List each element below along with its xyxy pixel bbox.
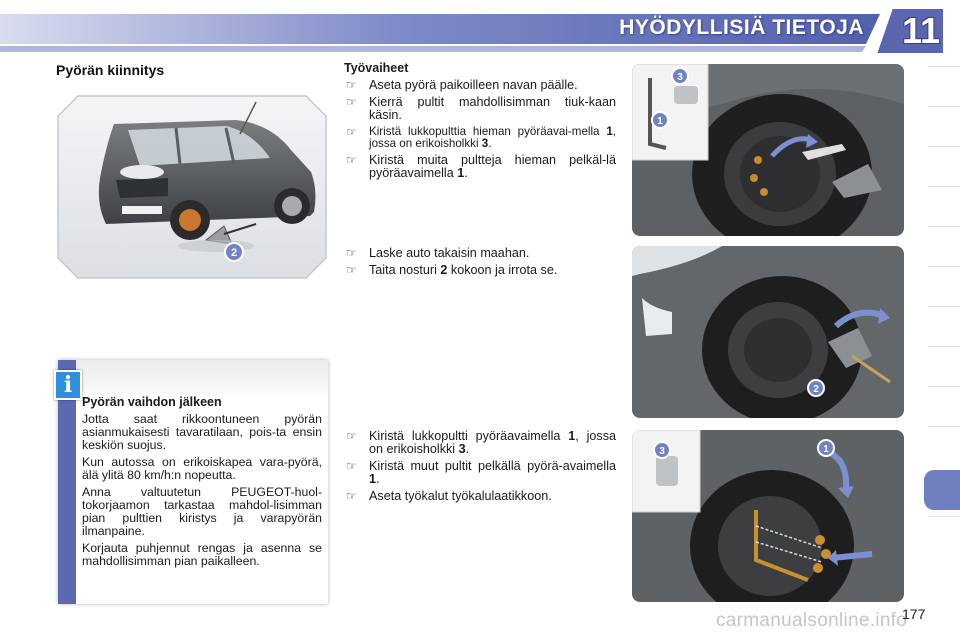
section-title: Pyörän kiinnitys [56,62,165,78]
ref-number: 1 [568,429,576,443]
chapter-tab[interactable] [928,346,960,387]
chapter-tabs [928,66,960,576]
hand-pointer-icon: ☞ [346,459,357,473]
info-box-content [82,396,322,572]
step-text: kokoon ja irrota se. [447,263,558,277]
hand-pointer-icon: ☞ [346,153,357,167]
photo-callout: 1 [657,116,663,127]
hand-pointer-icon: ☞ [346,78,357,92]
ref-number: 1 [606,125,613,138]
photo-final-tighten [632,430,904,602]
chapter-tab[interactable] [928,66,960,107]
photo-tighten-bolts [632,64,904,236]
photo-callout: 1 [823,444,829,455]
info-paragraph: Korjauta puhjennut rengas ja asenna se mahdollisimman pian paikalleen. [82,541,322,568]
page-number: 177 [902,606,926,622]
step-text: Aseta työkalut työkalulaatikkoon. [369,489,552,503]
info-box-heading: Pyörän vaihdon jälkeen [82,395,222,409]
step-item [344,264,616,277]
figure-callout: 2 [230,247,238,259]
hand-pointer-icon: ☞ [346,429,357,443]
ref-number: 1 [369,472,377,486]
step-text: Kiristä lukkopultti pyöräavaimella [369,429,569,443]
chapter-tab[interactable] [928,226,960,267]
hand-pointer-icon: ☞ [346,125,357,139]
photo-callout: 2 [813,384,819,395]
step-text: Taita nosturi [369,263,441,277]
info-paragraph: Jotta saat rikkoontuneen pyörän asianmukaisesti tavaratilaan, pois-ta ensin keskiön suojus. [82,412,322,452]
step-text: . [465,442,470,456]
info-paragraph: Kun autossa on erikoiskapea vara-pyörä, älä ylitä 80 km/h:n nopeutta. [82,455,322,482]
steps-group-1 [344,62,616,184]
chapter-tab[interactable] [928,146,960,187]
step-item [344,490,616,503]
ref-number: 3 [458,442,466,456]
step-text: , jossa on erikoisholkki [369,125,616,150]
step-text: . [488,137,492,150]
step-item [344,126,616,150]
header-title: HYÖDYLLISIÄ TIETOJA [619,16,864,39]
chapter-tab[interactable] [928,306,960,347]
step-item [344,460,616,486]
chapter-tab[interactable] [928,266,960,307]
step-text: , jossa on erikoisholkki [369,429,616,456]
photo-lower-car [632,246,904,418]
step-text: Laske auto takaisin maahan. [369,246,530,260]
watermark: carmanualsonline.info [716,610,908,631]
step-text: Kierrä pultit mahdollisimman tiuk-kaan käsin. [369,95,616,122]
chapter-tab[interactable] [928,426,960,467]
chapter-tab[interactable] [928,186,960,227]
info-box-header-band [76,360,328,394]
info-icon: i [54,370,82,400]
ref-number: 1 [457,166,465,180]
step-text: . [376,472,380,486]
chapter-tab[interactable] [928,386,960,427]
photo-callout: 3 [677,72,683,83]
hand-pointer-icon: ☞ [346,95,357,109]
photo-callout: 3 [659,446,665,457]
step-item [344,430,616,456]
info-paragraph: Anna valtuutetun PEUGEOT-huol-tokorjaamon tarkastaa mahdol-lisimman pian pulttien kiristys ja varapyörän ilmanpaine. [82,485,322,538]
ref-number: 2 [440,263,448,277]
step-text: . [464,166,468,180]
hand-pointer-icon: ☞ [346,489,357,503]
hand-pointer-icon: ☞ [346,246,357,260]
step-text: Kiristä muita pultteja hieman pelkäl-lä pyöräavaimella [369,153,616,180]
steps-heading: Työvaiheet [344,61,409,75]
step-item [344,154,616,180]
page-header [0,0,960,62]
step-text: Aseta pyörä paikoilleen navan päälle. [369,78,578,92]
chapter-tab[interactable] [928,516,960,557]
chapter-number: 11 [901,10,941,51]
steps-group-3 [344,430,616,507]
step-text: Kiristä muut pultit pelkällä pyörä-avaimella [369,459,616,473]
ref-number: 3 [481,137,489,150]
step-item [344,79,616,92]
car-jack-illustration [56,94,328,280]
step-item [344,247,616,260]
hand-pointer-icon: ☞ [346,263,357,277]
step-item [344,96,616,122]
step-text: Kiristä lukkopulttia hieman pyöräavai-mella [369,125,607,138]
chapter-tab-active[interactable] [924,470,960,510]
steps-group-2 [344,247,616,281]
chapter-tab[interactable] [928,106,960,147]
